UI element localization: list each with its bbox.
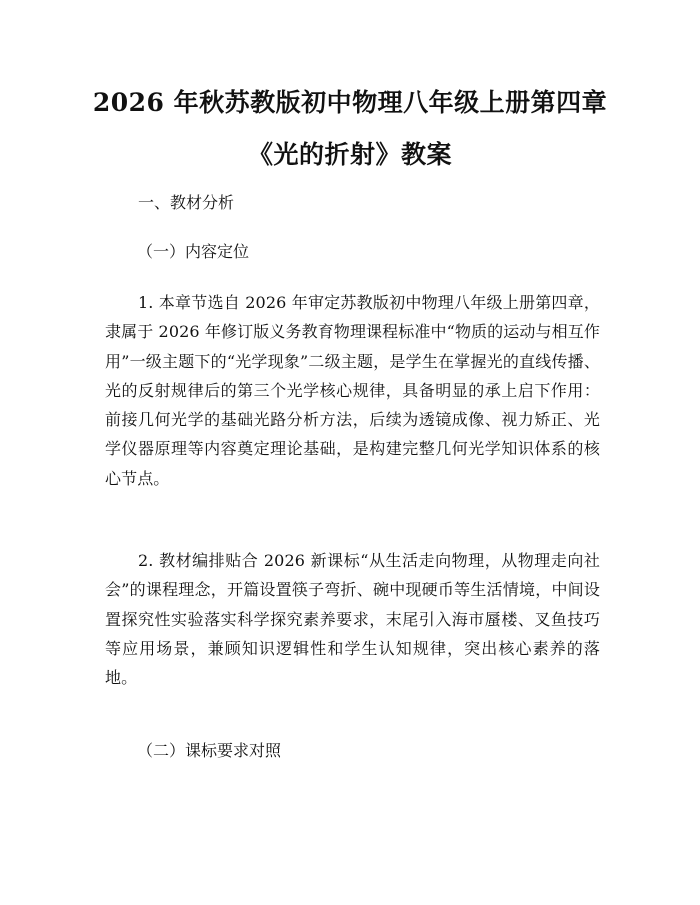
subsection-heading-curriculum-standards: （二）课标要求对照 (137, 741, 282, 760)
paragraph-1: 1. 本章节选自 2026 年审定苏教版初中物理八年级上册第四章，隶属于 2026 年修订版义务教育物理课程标准中“物质的运动与相互作用”一级主题下的“光学现象”二级主题，是学生在掌握光的直线传播、光的反射规律后的第三个光学核心规律，具备明显的承上启下作用：前接几何光学的基础光路分析方法，后续为透镜成像、视力矫正、光学仪器原理等内容奠定理论基础，是构建完整几何光学知识体系的核心节点。 (105, 293, 600, 488)
document-title-line-1: 2026 年秋苏教版初中物理八年级上册第四章 (92, 88, 608, 117)
document-title-line-2: 《光的折射》教案 (247, 140, 452, 169)
section-heading-textbook-analysis: 一、教材分析 (138, 193, 235, 212)
subsection-heading-content-positioning: （一）内容定位 (137, 242, 250, 261)
paragraph-2: 2. 教材编排贴合 2026 新课标“从生活走向物理，从物理走向社会”的课程理念，开篇设置筷子弯折、碗中现硬币等生活情境，中间设置探究性实验落实科学探究素养要求，末尾引入海市蜃楼、叉鱼技巧等应用场景，兼顾知识逻辑性和学生认知规律，突出核心素养的落地。 (105, 551, 600, 688)
